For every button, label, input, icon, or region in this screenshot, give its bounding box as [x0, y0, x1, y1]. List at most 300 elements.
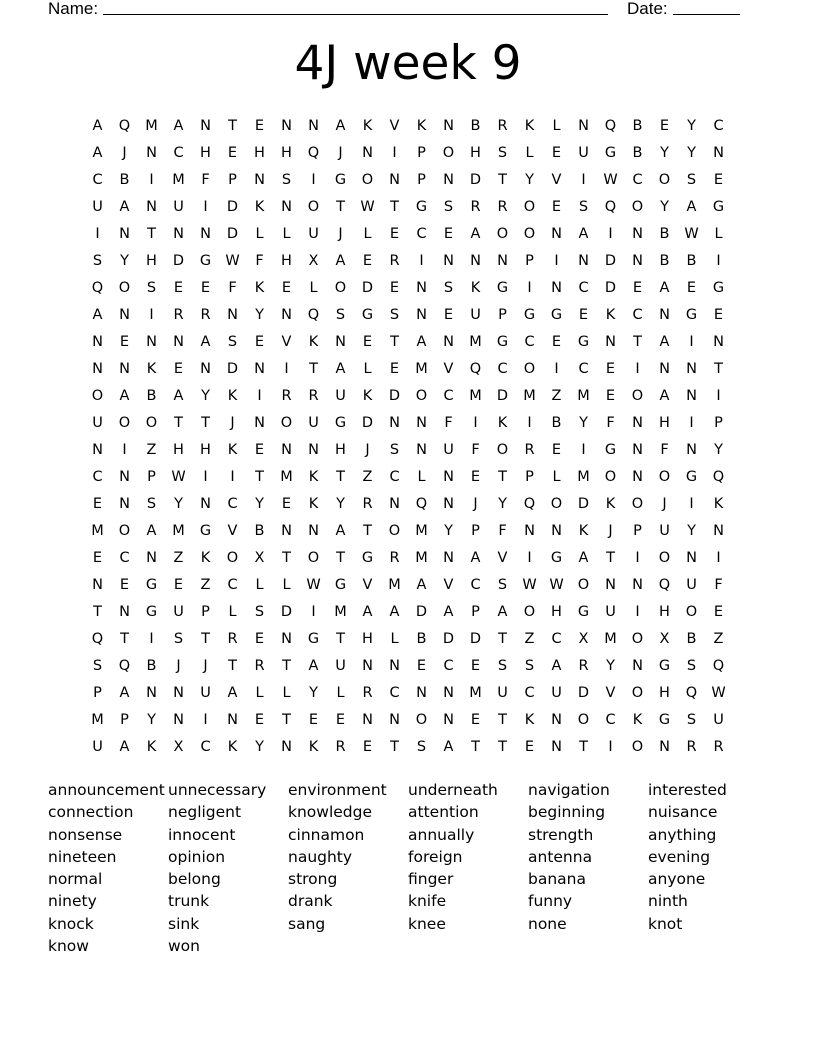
grid-letter: X: [173, 738, 184, 755]
grid-letter: S: [389, 441, 400, 458]
grid-letter: K: [605, 306, 616, 323]
grid-letter: R: [686, 738, 697, 755]
word-list-item: anything: [648, 825, 717, 844]
grid-letter: N: [632, 225, 643, 242]
grid-letter: G: [334, 576, 347, 593]
grid-letter: E: [713, 171, 724, 188]
grid-letter: Q: [307, 306, 320, 323]
grid-letter: E: [254, 117, 265, 134]
grid-letter: C: [713, 117, 724, 134]
grid-letter: W: [171, 468, 186, 485]
grid-letter: I: [527, 414, 532, 431]
letter-grid: [84, 112, 732, 760]
grid-letter: O: [550, 495, 563, 512]
grid-letter: Y: [687, 117, 696, 134]
grid-letter: N: [551, 522, 562, 539]
grid-letter: O: [658, 549, 671, 566]
grid-letter: G: [685, 306, 698, 323]
grid-letter: I: [716, 549, 721, 566]
grid-letter: E: [551, 441, 562, 458]
grid-letter: N: [389, 657, 400, 674]
grid-letter: M: [415, 522, 428, 539]
grid-letter: N: [686, 360, 697, 377]
grid-letter: Q: [118, 657, 131, 674]
grid-letter: E: [173, 279, 184, 296]
grid-letter: W: [603, 171, 618, 188]
grid-letter: T: [336, 549, 345, 566]
grid-letter: B: [686, 252, 697, 269]
word-list-item: environment: [288, 781, 387, 799]
grid-letter: L: [336, 684, 345, 701]
grid-letter: S: [443, 198, 454, 215]
grid-letter: E: [443, 306, 454, 323]
grid-letter: P: [714, 414, 723, 431]
grid-letter: I: [581, 441, 586, 458]
word-list-item: funny: [528, 892, 573, 911]
grid-letter: T: [633, 333, 642, 350]
grid-letter: A: [92, 306, 103, 323]
grid-letter: G: [685, 468, 698, 485]
grid-letter: E: [119, 576, 130, 593]
grid-letter: E: [578, 306, 589, 323]
grid-letter: M: [604, 630, 617, 647]
grid-letter: N: [200, 360, 211, 377]
grid-letter: N: [416, 306, 427, 323]
grid-letter: J: [338, 144, 343, 161]
grid-letter: T: [498, 711, 507, 728]
grid-letter: C: [443, 657, 454, 674]
grid-letter: L: [309, 279, 318, 296]
word-list-item: beginning: [528, 803, 606, 822]
grid-letter: F: [606, 414, 615, 431]
grid-letter: E: [713, 306, 724, 323]
grid-letter: Y: [309, 684, 318, 701]
grid-letter: X: [659, 630, 670, 647]
word-list-item: strength: [528, 825, 594, 844]
grid-letter: Z: [524, 630, 535, 647]
grid-letter: E: [470, 468, 481, 485]
grid-letter: K: [524, 711, 535, 728]
page-title: 4J week 9: [294, 36, 522, 91]
word-list-item: navigation: [528, 781, 610, 799]
grid-letter: P: [93, 684, 102, 701]
grid-letter: M: [145, 117, 158, 134]
grid-letter: U: [605, 603, 616, 620]
grid-letter: E: [227, 144, 238, 161]
grid-letter: U: [92, 198, 103, 215]
grid-letter: O: [91, 387, 104, 404]
grid-letter: R: [200, 306, 211, 323]
grid-letter: T: [228, 657, 237, 674]
grid-letter: G: [658, 711, 671, 728]
grid-letter: H: [173, 441, 184, 458]
grid-letter: D: [604, 252, 617, 269]
grid-letter: V: [362, 576, 373, 593]
grid-letter: A: [92, 117, 103, 134]
grid-letter: K: [524, 117, 535, 134]
grid-letter: N: [119, 225, 130, 242]
grid-letter: K: [362, 117, 373, 134]
grid-letter: T: [336, 198, 345, 215]
grid-letter: N: [632, 576, 643, 593]
word-list-item: nuisance: [648, 803, 718, 822]
grid-letter: J: [338, 225, 343, 242]
grid-letter: H: [146, 252, 157, 269]
grid-letter: A: [551, 657, 562, 674]
grid-letter: T: [336, 630, 345, 647]
grid-letter: M: [415, 549, 428, 566]
grid-letter: K: [308, 738, 319, 755]
grid-letter: Y: [120, 252, 129, 269]
word-list-item: announcement: [48, 781, 165, 799]
grid-letter: Y: [498, 495, 507, 512]
grid-letter: O: [388, 522, 401, 539]
grid-letter: Z: [173, 549, 184, 566]
grid-letter: L: [255, 576, 264, 593]
grid-letter: J: [608, 522, 613, 539]
grid-letter: L: [363, 360, 372, 377]
grid-letter: N: [308, 522, 319, 539]
grid-letter: U: [335, 657, 346, 674]
grid-letter: A: [497, 603, 508, 620]
grid-letter: O: [415, 711, 428, 728]
word-list-item: [408, 935, 528, 957]
grid-letter: U: [713, 711, 724, 728]
grid-letter: G: [145, 576, 158, 593]
grid-letter: N: [281, 306, 292, 323]
grid-letter: N: [389, 495, 400, 512]
grid-letter: Z: [551, 387, 562, 404]
grid-letter: I: [527, 279, 532, 296]
grid-letter: B: [146, 387, 157, 404]
grid-letter: S: [389, 306, 400, 323]
grid-letter: P: [525, 468, 534, 485]
grid-letter: T: [282, 711, 291, 728]
grid-letter: Q: [604, 117, 617, 134]
grid-letter: I: [635, 603, 640, 620]
grid-letter: A: [335, 117, 346, 134]
grid-letter: A: [335, 522, 346, 539]
grid-letter: G: [199, 252, 212, 269]
word-list-item: sink: [168, 914, 200, 933]
grid-letter: N: [470, 252, 481, 269]
grid-letter: M: [577, 468, 590, 485]
grid-letter: O: [523, 360, 536, 377]
grid-letter: D: [226, 225, 239, 242]
grid-letter: I: [635, 360, 640, 377]
grid-letter: U: [659, 522, 670, 539]
grid-letter: P: [498, 306, 507, 323]
grid-letter: Q: [712, 657, 725, 674]
name-blank-line[interactable]: [103, 14, 608, 15]
grid-letter: G: [604, 441, 617, 458]
grid-letter: I: [716, 252, 721, 269]
grid-letter: K: [605, 495, 616, 512]
grid-letter: I: [311, 603, 316, 620]
grid-letter: G: [577, 603, 590, 620]
grid-letter: V: [605, 684, 616, 701]
grid-letter: I: [554, 252, 559, 269]
grid-letter: N: [227, 711, 238, 728]
grid-letter: N: [443, 171, 454, 188]
grid-letter: V: [497, 549, 508, 566]
grid-letter: D: [388, 387, 401, 404]
grid-letter: J: [662, 495, 667, 512]
grid-letter: U: [308, 225, 319, 242]
grid-letter: A: [308, 657, 319, 674]
grid-letter: N: [443, 549, 454, 566]
grid-letter: O: [523, 198, 536, 215]
grid-letter: A: [173, 117, 184, 134]
grid-letter: U: [92, 738, 103, 755]
grid-letter: E: [470, 711, 481, 728]
grid-letter: W: [522, 576, 537, 593]
grid-letter: B: [632, 144, 643, 161]
grid-letter: U: [335, 387, 346, 404]
grid-letter: Y: [444, 522, 453, 539]
grid-letter: U: [308, 414, 319, 431]
grid-letter: O: [226, 549, 239, 566]
grid-letter: N: [389, 414, 400, 431]
grid-letter: G: [145, 603, 158, 620]
grid-letter: I: [527, 549, 532, 566]
grid-letter: G: [334, 171, 347, 188]
grid-letter: F: [660, 441, 669, 458]
grid-letter: N: [281, 441, 292, 458]
grid-letter: N: [173, 333, 184, 350]
grid-letter: E: [632, 279, 643, 296]
grid-letter: S: [524, 657, 535, 674]
grid-letter: O: [658, 171, 671, 188]
grid-letter: V: [443, 576, 454, 593]
grid-letter: N: [389, 171, 400, 188]
grid-letter: T: [120, 630, 129, 647]
grid-letter: E: [335, 711, 346, 728]
grid-letter: N: [173, 225, 184, 242]
grid-letter: M: [91, 711, 104, 728]
grid-letter: E: [308, 711, 319, 728]
grid-letter: T: [201, 630, 210, 647]
grid-letter: W: [225, 252, 240, 269]
grid-letter: K: [497, 414, 508, 431]
grid-letter: P: [417, 144, 426, 161]
grid-letter: P: [471, 603, 480, 620]
grid-letter: B: [551, 414, 562, 431]
grid-letter: W: [360, 198, 375, 215]
grid-letter: Y: [336, 495, 345, 512]
grid-letter: P: [147, 468, 156, 485]
grid-letter: L: [228, 603, 237, 620]
grid-letter: N: [281, 738, 292, 755]
grid-letter: N: [551, 738, 562, 755]
grid-letter: I: [716, 387, 721, 404]
grid-letter: E: [254, 630, 265, 647]
grid-letter: W: [684, 225, 699, 242]
grid-letter: T: [309, 360, 318, 377]
grid-letter: T: [390, 738, 399, 755]
grid-letter: B: [416, 630, 427, 647]
grid-letter: K: [308, 495, 319, 512]
grid-letter: K: [146, 360, 157, 377]
grid-letter: I: [284, 360, 289, 377]
grid-letter: E: [659, 117, 670, 134]
grid-letter: O: [496, 225, 509, 242]
grid-letter: E: [686, 279, 697, 296]
grid-letter: M: [523, 387, 536, 404]
grid-letter: F: [498, 522, 507, 539]
grid-letter: M: [388, 576, 401, 593]
grid-letter: T: [174, 414, 183, 431]
grid-letter: I: [203, 468, 208, 485]
grid-letter: A: [470, 549, 481, 566]
grid-letter: R: [281, 387, 292, 404]
grid-letter: G: [712, 279, 725, 296]
grid-letter: E: [416, 657, 427, 674]
grid-letter: F: [201, 171, 210, 188]
grid-letter: F: [228, 279, 237, 296]
grid-letter: N: [200, 117, 211, 134]
grid-letter: N: [92, 360, 103, 377]
word-list-item: attention: [408, 803, 479, 822]
grid-letter: I: [608, 225, 613, 242]
grid-letter: C: [578, 360, 589, 377]
grid-letter: R: [254, 657, 265, 674]
grid-letter: M: [334, 603, 347, 620]
grid-letter: N: [443, 711, 454, 728]
grid-letter: N: [578, 117, 589, 134]
word-list-item: trunk: [168, 892, 210, 911]
grid-letter: C: [92, 171, 103, 188]
grid-letter: U: [443, 441, 454, 458]
grid-letter: C: [416, 225, 427, 242]
word-list-item: evening: [648, 847, 711, 866]
grid-letter: R: [389, 549, 400, 566]
grid-letter: Q: [685, 684, 698, 701]
grid-letter: S: [497, 576, 508, 593]
grid-letter: Y: [147, 711, 156, 728]
grid-letter: H: [281, 144, 292, 161]
grid-letter: I: [149, 630, 154, 647]
grid-letter: T: [255, 468, 264, 485]
grid-letter: I: [122, 441, 127, 458]
grid-letter: N: [632, 441, 643, 458]
name-label: Name:: [48, 0, 99, 18]
grid-letter: R: [713, 738, 724, 755]
grid-letter: F: [444, 414, 453, 431]
grid-letter: D: [577, 495, 590, 512]
grid-letter: U: [173, 603, 184, 620]
grid-letter: A: [686, 198, 697, 215]
grid-letter: N: [443, 117, 454, 134]
grid-letter: S: [227, 333, 238, 350]
grid-letter: C: [200, 738, 211, 755]
grid-letter: E: [362, 333, 373, 350]
grid-letter: N: [173, 711, 184, 728]
grid-letter: K: [578, 522, 589, 539]
grid-letter: A: [578, 225, 589, 242]
grid-letter: Z: [362, 468, 373, 485]
grid-letter: H: [200, 144, 211, 161]
grid-letter: G: [361, 549, 374, 566]
grid-letter: R: [227, 630, 238, 647]
grid-letter: N: [281, 630, 292, 647]
grid-letter: S: [443, 279, 454, 296]
grid-letter: N: [443, 252, 454, 269]
grid-letter: N: [551, 225, 562, 242]
grid-letter: I: [581, 171, 586, 188]
grid-letter: E: [389, 360, 400, 377]
grid-letter: C: [551, 630, 562, 647]
grid-letter: I: [689, 333, 694, 350]
grid-letter: D: [604, 279, 617, 296]
grid-letter: D: [172, 252, 185, 269]
grid-letter: N: [362, 711, 373, 728]
grid-letter: L: [714, 225, 723, 242]
grid-letter: E: [551, 333, 562, 350]
grid-letter: N: [200, 495, 211, 512]
grid-letter: N: [389, 711, 400, 728]
grid-letter: F: [714, 576, 723, 593]
word-list-item: unnecessary: [168, 781, 267, 799]
grid-letter: S: [686, 171, 697, 188]
word-list-item: strong: [288, 870, 338, 889]
grid-letter: D: [361, 279, 374, 296]
grid-letter: Y: [201, 387, 210, 404]
grid-letter: T: [336, 468, 345, 485]
grid-letter: N: [92, 333, 103, 350]
grid-letter: U: [497, 684, 508, 701]
grid-letter: R: [308, 387, 319, 404]
grid-letter: Z: [713, 630, 724, 647]
grid-letter: I: [95, 225, 100, 242]
grid-letter: D: [280, 603, 293, 620]
grid-letter: N: [659, 360, 670, 377]
grid-letter: O: [631, 738, 644, 755]
date-blank-line[interactable]: [673, 14, 740, 15]
grid-letter: O: [118, 414, 131, 431]
grid-letter: A: [443, 738, 454, 755]
grid-letter: A: [335, 252, 346, 269]
grid-letter: P: [471, 522, 480, 539]
word-list-item: nineteen: [48, 847, 117, 866]
grid-letter: E: [389, 225, 400, 242]
grid-letter: N: [632, 657, 643, 674]
grid-letter: T: [579, 738, 588, 755]
grid-letter: N: [659, 738, 670, 755]
grid-letter: T: [363, 522, 372, 539]
grid-letter: U: [551, 684, 562, 701]
grid-letter: U: [470, 306, 481, 323]
grid-letter: H: [200, 441, 211, 458]
word-list-item: [528, 935, 648, 957]
grid-letter: S: [686, 711, 697, 728]
grid-letter: C: [470, 576, 481, 593]
word-list-item: knee: [408, 914, 446, 933]
grid-letter: V: [551, 171, 562, 188]
grid-letter: Y: [687, 522, 696, 539]
grid-letter: A: [92, 144, 103, 161]
word-list-item: antenna: [528, 847, 593, 866]
word-list-item: normal: [48, 870, 103, 889]
grid-letter: N: [713, 333, 724, 350]
grid-letter: N: [281, 117, 292, 134]
word-list-item: underneath: [408, 781, 498, 799]
grid-letter: N: [227, 306, 238, 323]
grid-letter: O: [577, 711, 590, 728]
grid-letter: T: [93, 603, 102, 620]
grid-letter: N: [92, 576, 103, 593]
grid-letter: I: [149, 306, 154, 323]
